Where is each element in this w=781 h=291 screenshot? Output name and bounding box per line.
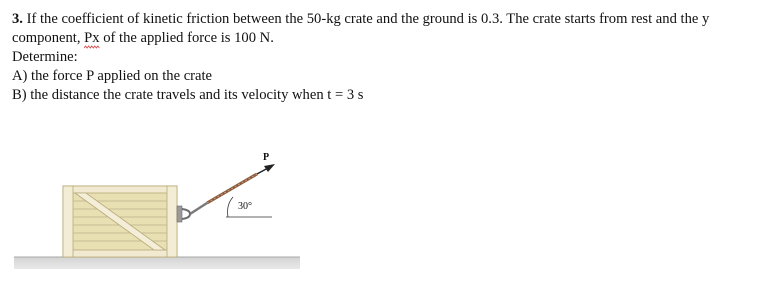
crate-figure (0, 140, 781, 291)
problem-text-2-start: component, (12, 30, 85, 46)
force-label: P (263, 152, 270, 163)
problem-line-1 (12, 10, 774, 29)
spellcheck-underline (84, 45, 99, 49)
problem-line-2 (12, 29, 774, 48)
px-symbol (84, 30, 99, 46)
force-p-arrow (190, 164, 275, 214)
problem-text-2-end: of the applied force is 100 N. (99, 30, 274, 46)
determine-label: Determine: (12, 49, 78, 65)
px-symbol-text: Px (84, 30, 100, 46)
crate (63, 186, 177, 257)
problem-number: 3. (12, 11, 23, 27)
problem-text-1: If the coefficient of kinetic friction between the 50-kg crate and the ground is 0.3. The crate starts from rest and the y (26, 11, 710, 27)
problem-statement (12, 10, 774, 105)
part-b: B) the distance the crate travels and its velocity when t = 3 s (12, 87, 364, 103)
angle-label: 30° (238, 201, 252, 212)
part-a: A) the force P applied on the crate (12, 68, 213, 84)
ground (14, 257, 300, 269)
crate-hook (177, 206, 190, 222)
